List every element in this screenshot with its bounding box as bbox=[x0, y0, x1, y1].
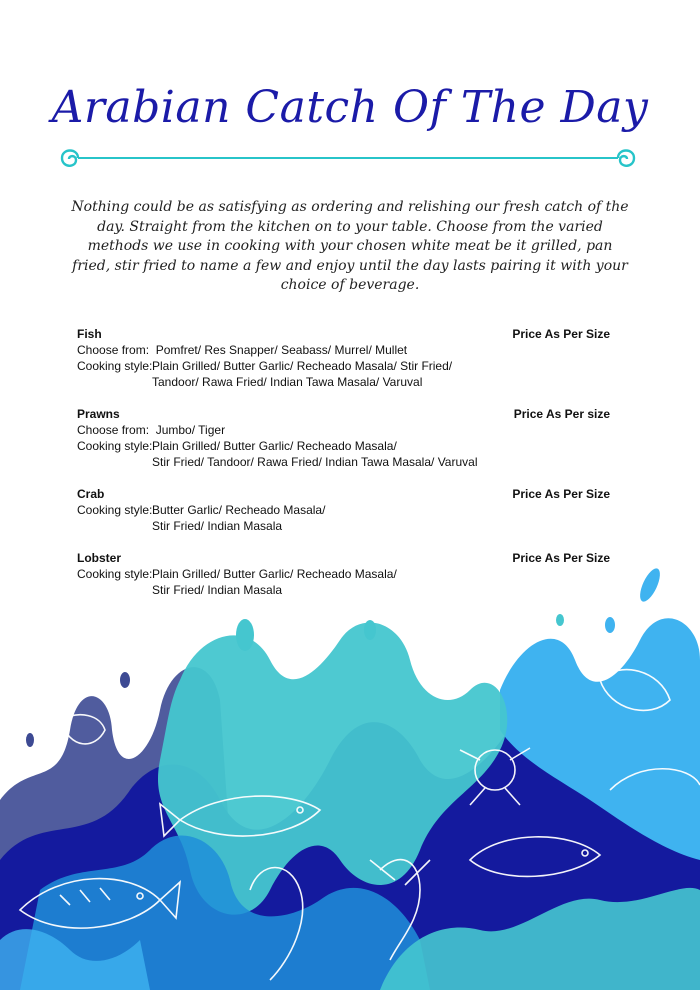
cooking-line: Plain Grilled/ Butter Garlic/ Recheado Masala/ Stir Fried/ bbox=[152, 359, 453, 373]
menu-item-prawns bbox=[77, 406, 610, 470]
cooking-line: Tandoor/ Rawa Fried/ Indian Tawa Masala/ Varuval bbox=[152, 375, 423, 389]
choose-label: Choose from: bbox=[77, 343, 156, 357]
intro-paragraph: Nothing could be as satisfying as ordering and relishing our fresh catch of the day. Straight from the kitchen on to your table. Choose from the varied methods we use in cooking with your chosen white meat be it grilled, pan fried, stir fried to name a few and enjoy until the day lasts pairing it with your choice of beverage. bbox=[71, 199, 629, 293]
cooking-line: Stir Fried/ Tandoor/ Rawa Fried/ Indian Tawa Masala/ Varuval bbox=[152, 455, 478, 469]
cooking-row bbox=[77, 438, 610, 470]
swirl-divider-icon bbox=[56, 146, 640, 174]
cooking-label: Cooking style: bbox=[77, 359, 156, 373]
menu-list bbox=[77, 326, 610, 598]
choose-value: Jumbo/ Tiger bbox=[155, 423, 226, 437]
cooking-label: Cooking style: bbox=[77, 567, 156, 581]
cooking-line: Plain Grilled/ Butter Garlic/ Recheado Masala/ bbox=[152, 439, 397, 453]
cooking-line: Butter Garlic/ Recheado Masala/ bbox=[152, 503, 326, 517]
choose-label: Choose from: bbox=[77, 423, 156, 437]
item-name: Fish bbox=[77, 327, 102, 341]
cooking-row bbox=[77, 502, 610, 534]
cooking-line: Stir Fried/ Indian Masala bbox=[152, 519, 283, 533]
choose-row bbox=[77, 342, 610, 358]
cooking-row bbox=[77, 358, 610, 390]
item-price: Price As Per Size bbox=[512, 487, 610, 501]
cooking-label: Cooking style: bbox=[77, 439, 156, 453]
cooking-line: Stir Fried/ Indian Masala bbox=[152, 583, 283, 597]
choose-row bbox=[77, 422, 610, 438]
item-price: Price As Per Size bbox=[512, 327, 610, 341]
item-price: Price As Per Size bbox=[512, 551, 610, 565]
menu-item-fish bbox=[77, 326, 610, 390]
cooking-label: Cooking style: bbox=[77, 503, 156, 517]
cooking-line: Plain Grilled/ Butter Garlic/ Recheado Masala/ bbox=[152, 567, 397, 581]
item-name: Crab bbox=[77, 487, 105, 501]
menu-item-crab bbox=[77, 486, 610, 534]
choose-value: Pomfret/ Res Snapper/ Seabass/ Murrel/ Mullet bbox=[155, 343, 408, 357]
item-name: Lobster bbox=[77, 551, 122, 565]
item-name: Prawns bbox=[77, 407, 120, 421]
item-price: Price As Per size bbox=[513, 407, 610, 421]
seafood-splash-illustration bbox=[0, 560, 700, 990]
page-title: Arabian Catch Of The Day bbox=[51, 82, 649, 133]
